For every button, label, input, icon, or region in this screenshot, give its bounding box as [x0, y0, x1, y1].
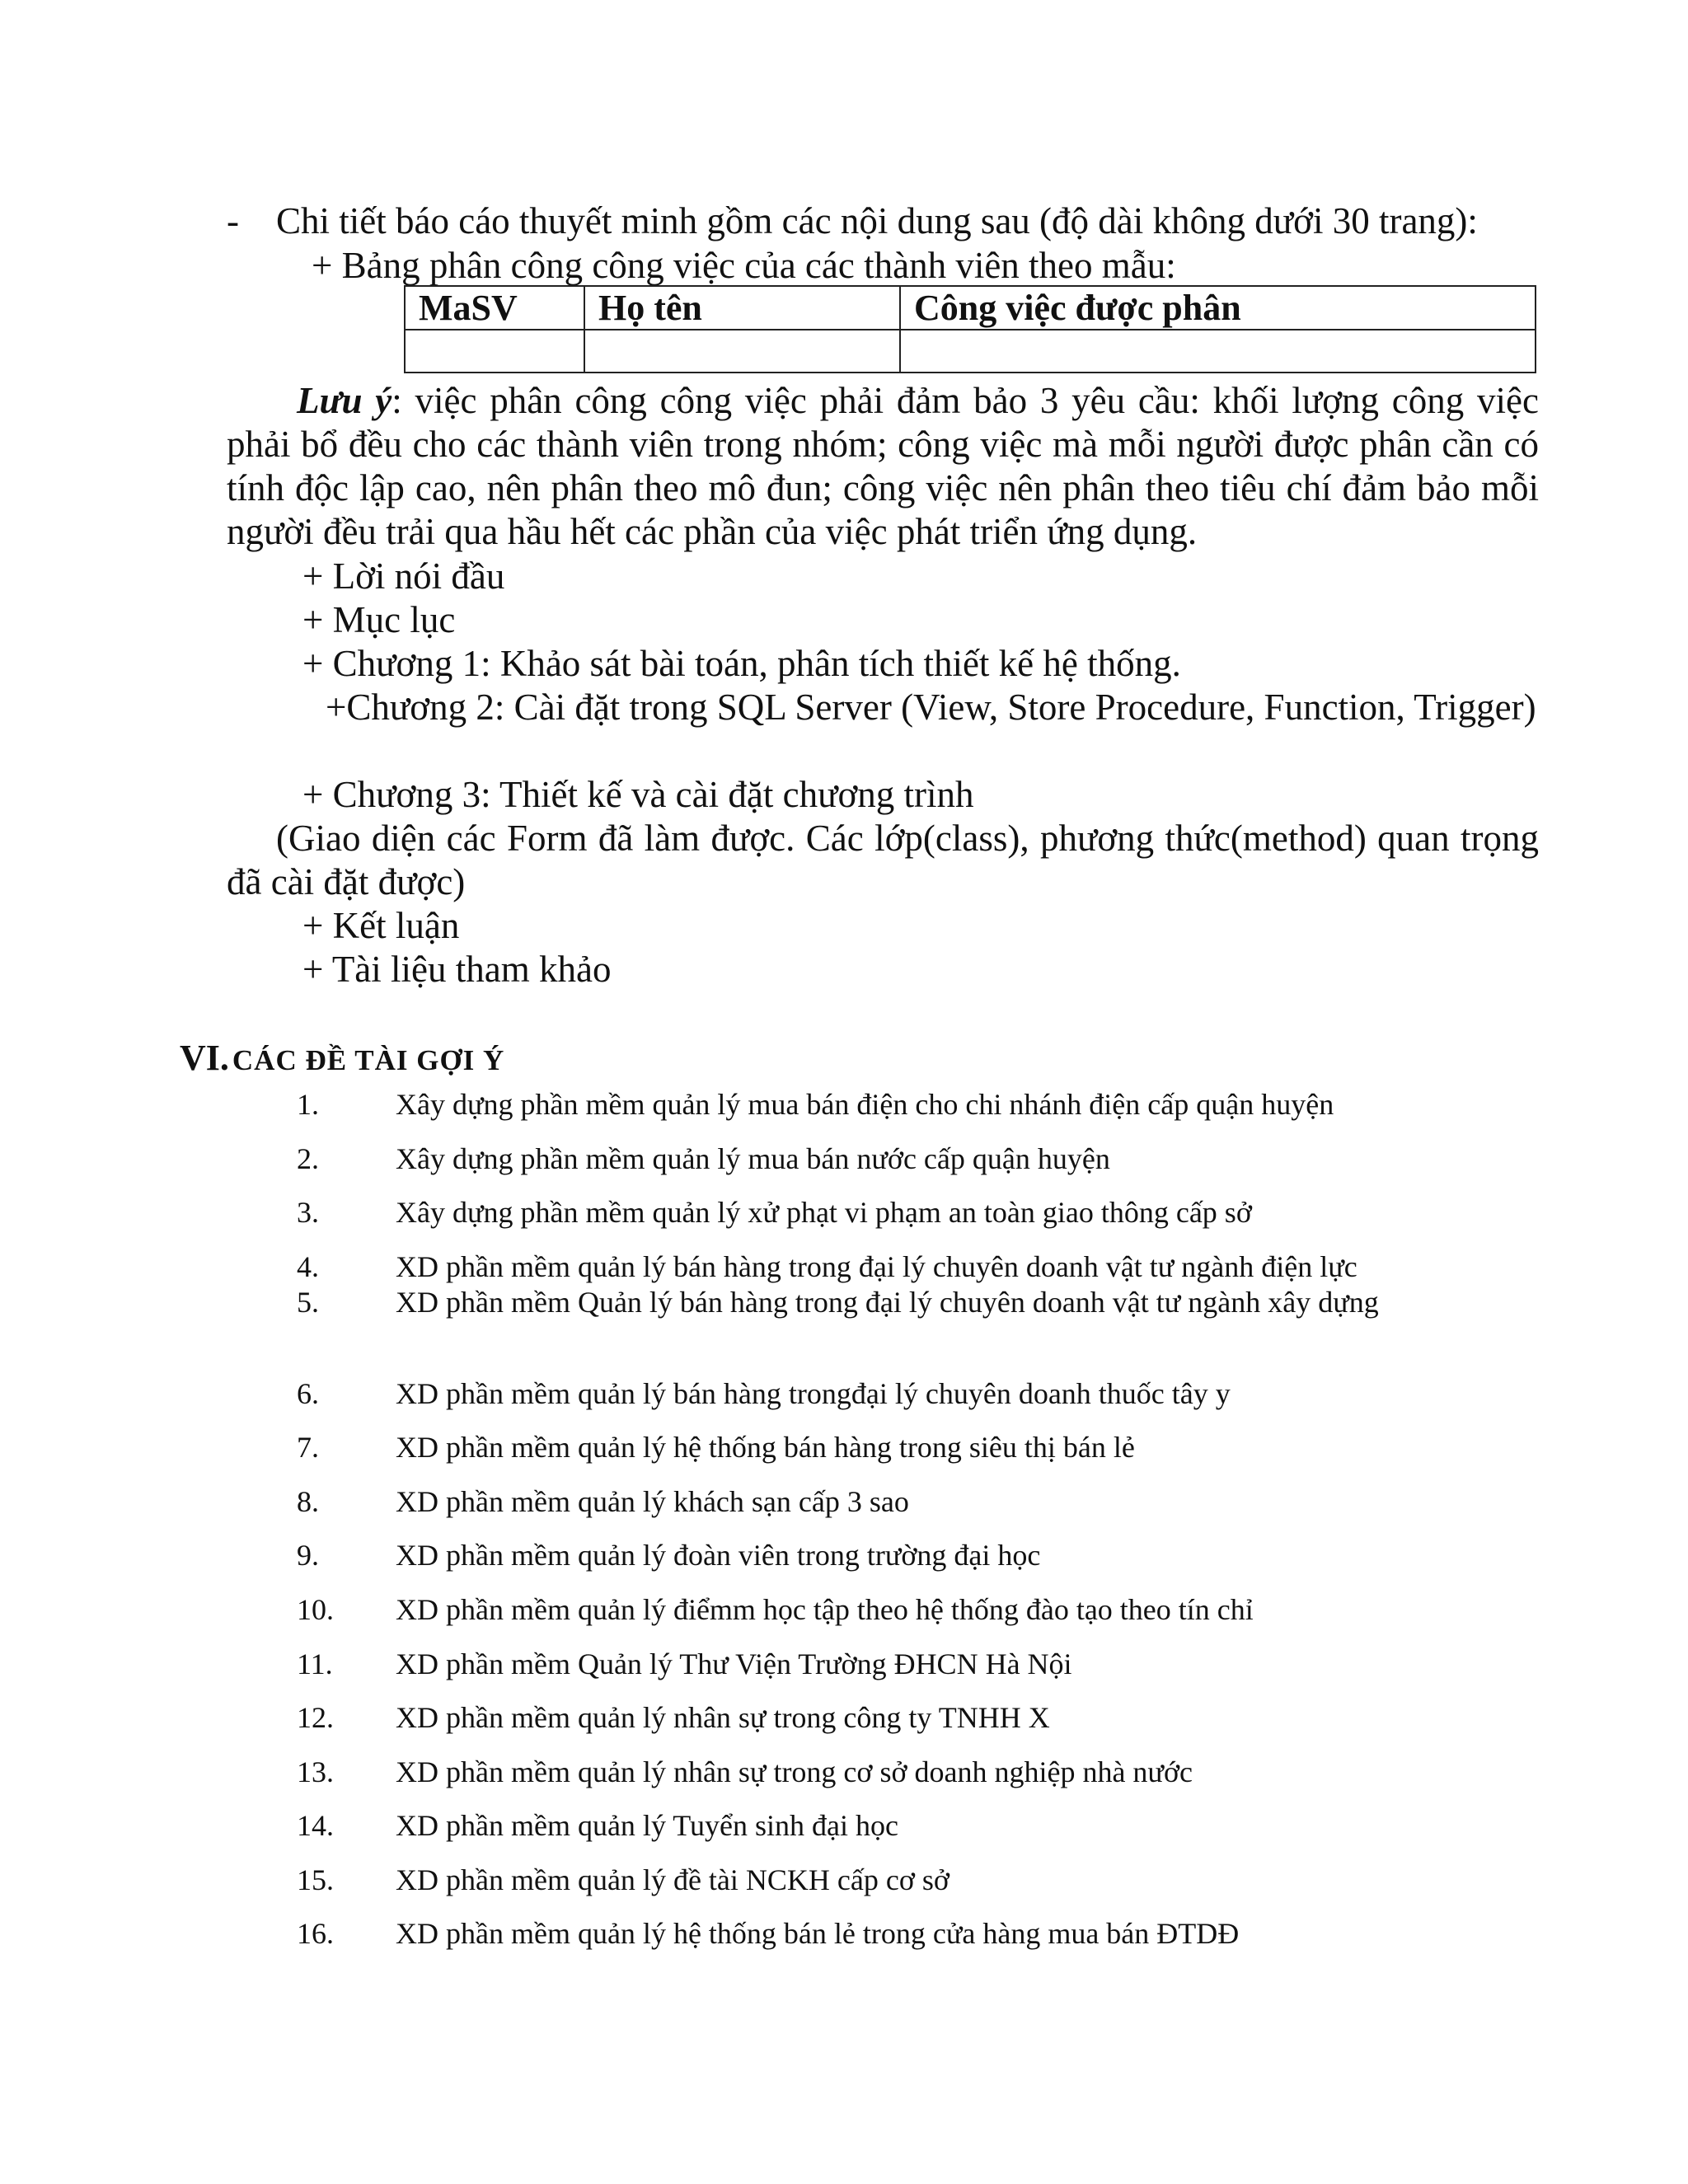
table-intro: + Bảng phân công công việc của các thành viên theo mẫu: [312, 245, 1176, 286]
topic-text: XD phần mềm quản lý hệ thống bán hàng trong siêu thị bán lẻ [396, 1431, 1135, 1464]
topic-number: 2. [297, 1142, 319, 1175]
note-text: : việc phân công công việc phải đảm bảo 3 yêu cầu: khối lượng công việc phải bổ đều cho các thành viên trong nhóm; công việc mà mỗi người được phân cần có tính độc lập cao, nên phân theo mô đun; công việc nên phân theo tiêu chí đảm bảo mỗi người đều trải qua hầu hết các phần của việc phát triển ứng dụng. [227, 380, 1539, 552]
topic-number: 10. [297, 1593, 334, 1626]
assignment-table [404, 285, 1536, 373]
topic-text: XD phần mềm quản lý khách sạn cấp 3 sao [396, 1485, 909, 1518]
topic-text: Xây dựng phần mềm quản lý xử phạt vi phạm an toàn giao thông cấp sở [396, 1196, 1252, 1229]
topic-number: 4. [297, 1250, 319, 1283]
topic-number: 6. [297, 1377, 319, 1410]
topic-text: XD phần mềm quản lý nhân sự trong công ty TNHH X [396, 1701, 1050, 1734]
topic-text: Xây dựng phần mềm quản lý mua bán điện cho chi nhánh điện cấp quận huyện [396, 1088, 1334, 1121]
topic-text: XD phần mềm quản lý nhân sự trong cơ sở doanh nghiệp nhà nước [396, 1755, 1193, 1788]
topic-text: XD phần mềm quản lý đoàn viên trong trường đại học [396, 1539, 1041, 1572]
note-paragraph [227, 379, 1539, 554]
topic-number: 12. [297, 1701, 334, 1734]
topic-number: 14. [297, 1809, 334, 1842]
topic-number: 7. [297, 1431, 319, 1464]
topic-number: 9. [297, 1539, 319, 1572]
item-toc: + Mục lục [302, 599, 456, 640]
item-chapter-3: + Chương 3: Thiết kế và cài đặt chương trình [302, 774, 974, 815]
item-references: + Tài liệu tham khảo [302, 949, 612, 990]
topic-number: 16. [297, 1917, 334, 1950]
section-title: CÁC ĐỀ TÀI GỢI Ý [232, 1044, 505, 1076]
topic-text: XD phần mềm Quản lý bán hàng trong đại lý chuyên doanh vật tư ngành xây dựng [396, 1286, 1379, 1319]
topic-text: XD phần mềm quản lý đề tài NCKH cấp cơ sở [396, 1863, 950, 1896]
topic-number: 8. [297, 1485, 319, 1518]
topic-text: XD phần mềm quản lý hệ thống bán lẻ trong cửa hàng mua bán ĐTDĐ [396, 1917, 1240, 1950]
table-header-row [405, 286, 1536, 330]
topic-text: XD phần mềm quản lý bán hàng trongđại lý chuyên doanh thuốc tây y [396, 1377, 1231, 1410]
chapter-3-detail: (Giao diện các Form đã làm được. Các lớp(class), phương thức(method) quan trọng đã cài đặt được) [227, 818, 1539, 902]
topic-number: 11. [297, 1647, 333, 1680]
topic-number: 13. [297, 1755, 334, 1788]
header-masv: MaSV [405, 286, 584, 330]
report-intro-line [227, 199, 1478, 243]
topic-number: 15. [297, 1863, 334, 1896]
item-preface: + Lời nói đầu [302, 555, 505, 597]
item-conclusion: + Kết luận [302, 905, 460, 946]
topic-number: 1. [297, 1088, 319, 1121]
section-heading [180, 1037, 504, 1079]
topic-text: XD phần mềm quản lý bán hàng trong đại lý chuyên doanh vật tư ngành điện lực [396, 1250, 1357, 1283]
item-chapter-2: +Chương 2: Cài đặt trong SQL Server (View, Store Procedure, Function, Trigger) [326, 687, 1536, 728]
item-chapter-1: + Chương 1: Khảo sát bài toán, phân tích thiết kế hệ thống. [302, 643, 1181, 684]
topic-number: 3. [297, 1196, 319, 1229]
topic-text: XD phần mềm quản lý điểmm học tập theo hệ thống đào tạo theo tín chỉ [396, 1593, 1254, 1626]
section-number: VI. [180, 1038, 229, 1078]
table-cell [584, 330, 900, 373]
table-cell [900, 330, 1536, 373]
topic-number: 5. [297, 1286, 319, 1319]
header-ho-ten: Họ tên [584, 286, 900, 330]
topic-text: Xây dựng phần mềm quản lý mua bán nước cấp quận huyện [396, 1142, 1110, 1175]
header-cong-viec: Công việc được phân [900, 286, 1536, 330]
table-cell [405, 330, 584, 373]
topic-text: XD phần mềm quản lý Tuyển sinh đại học [396, 1809, 898, 1842]
report-intro-text: Chi tiết báo cáo thuyết minh gồm các nội dung sau (độ dài không dưới 30 trang): [276, 200, 1478, 241]
bullet-dash: - [227, 200, 239, 241]
topic-text: XD phần mềm Quản lý Thư Viện Trường ĐHCN Hà Nội [396, 1647, 1072, 1680]
note-label: Lưu ý [297, 380, 392, 421]
table-row [405, 330, 1536, 373]
